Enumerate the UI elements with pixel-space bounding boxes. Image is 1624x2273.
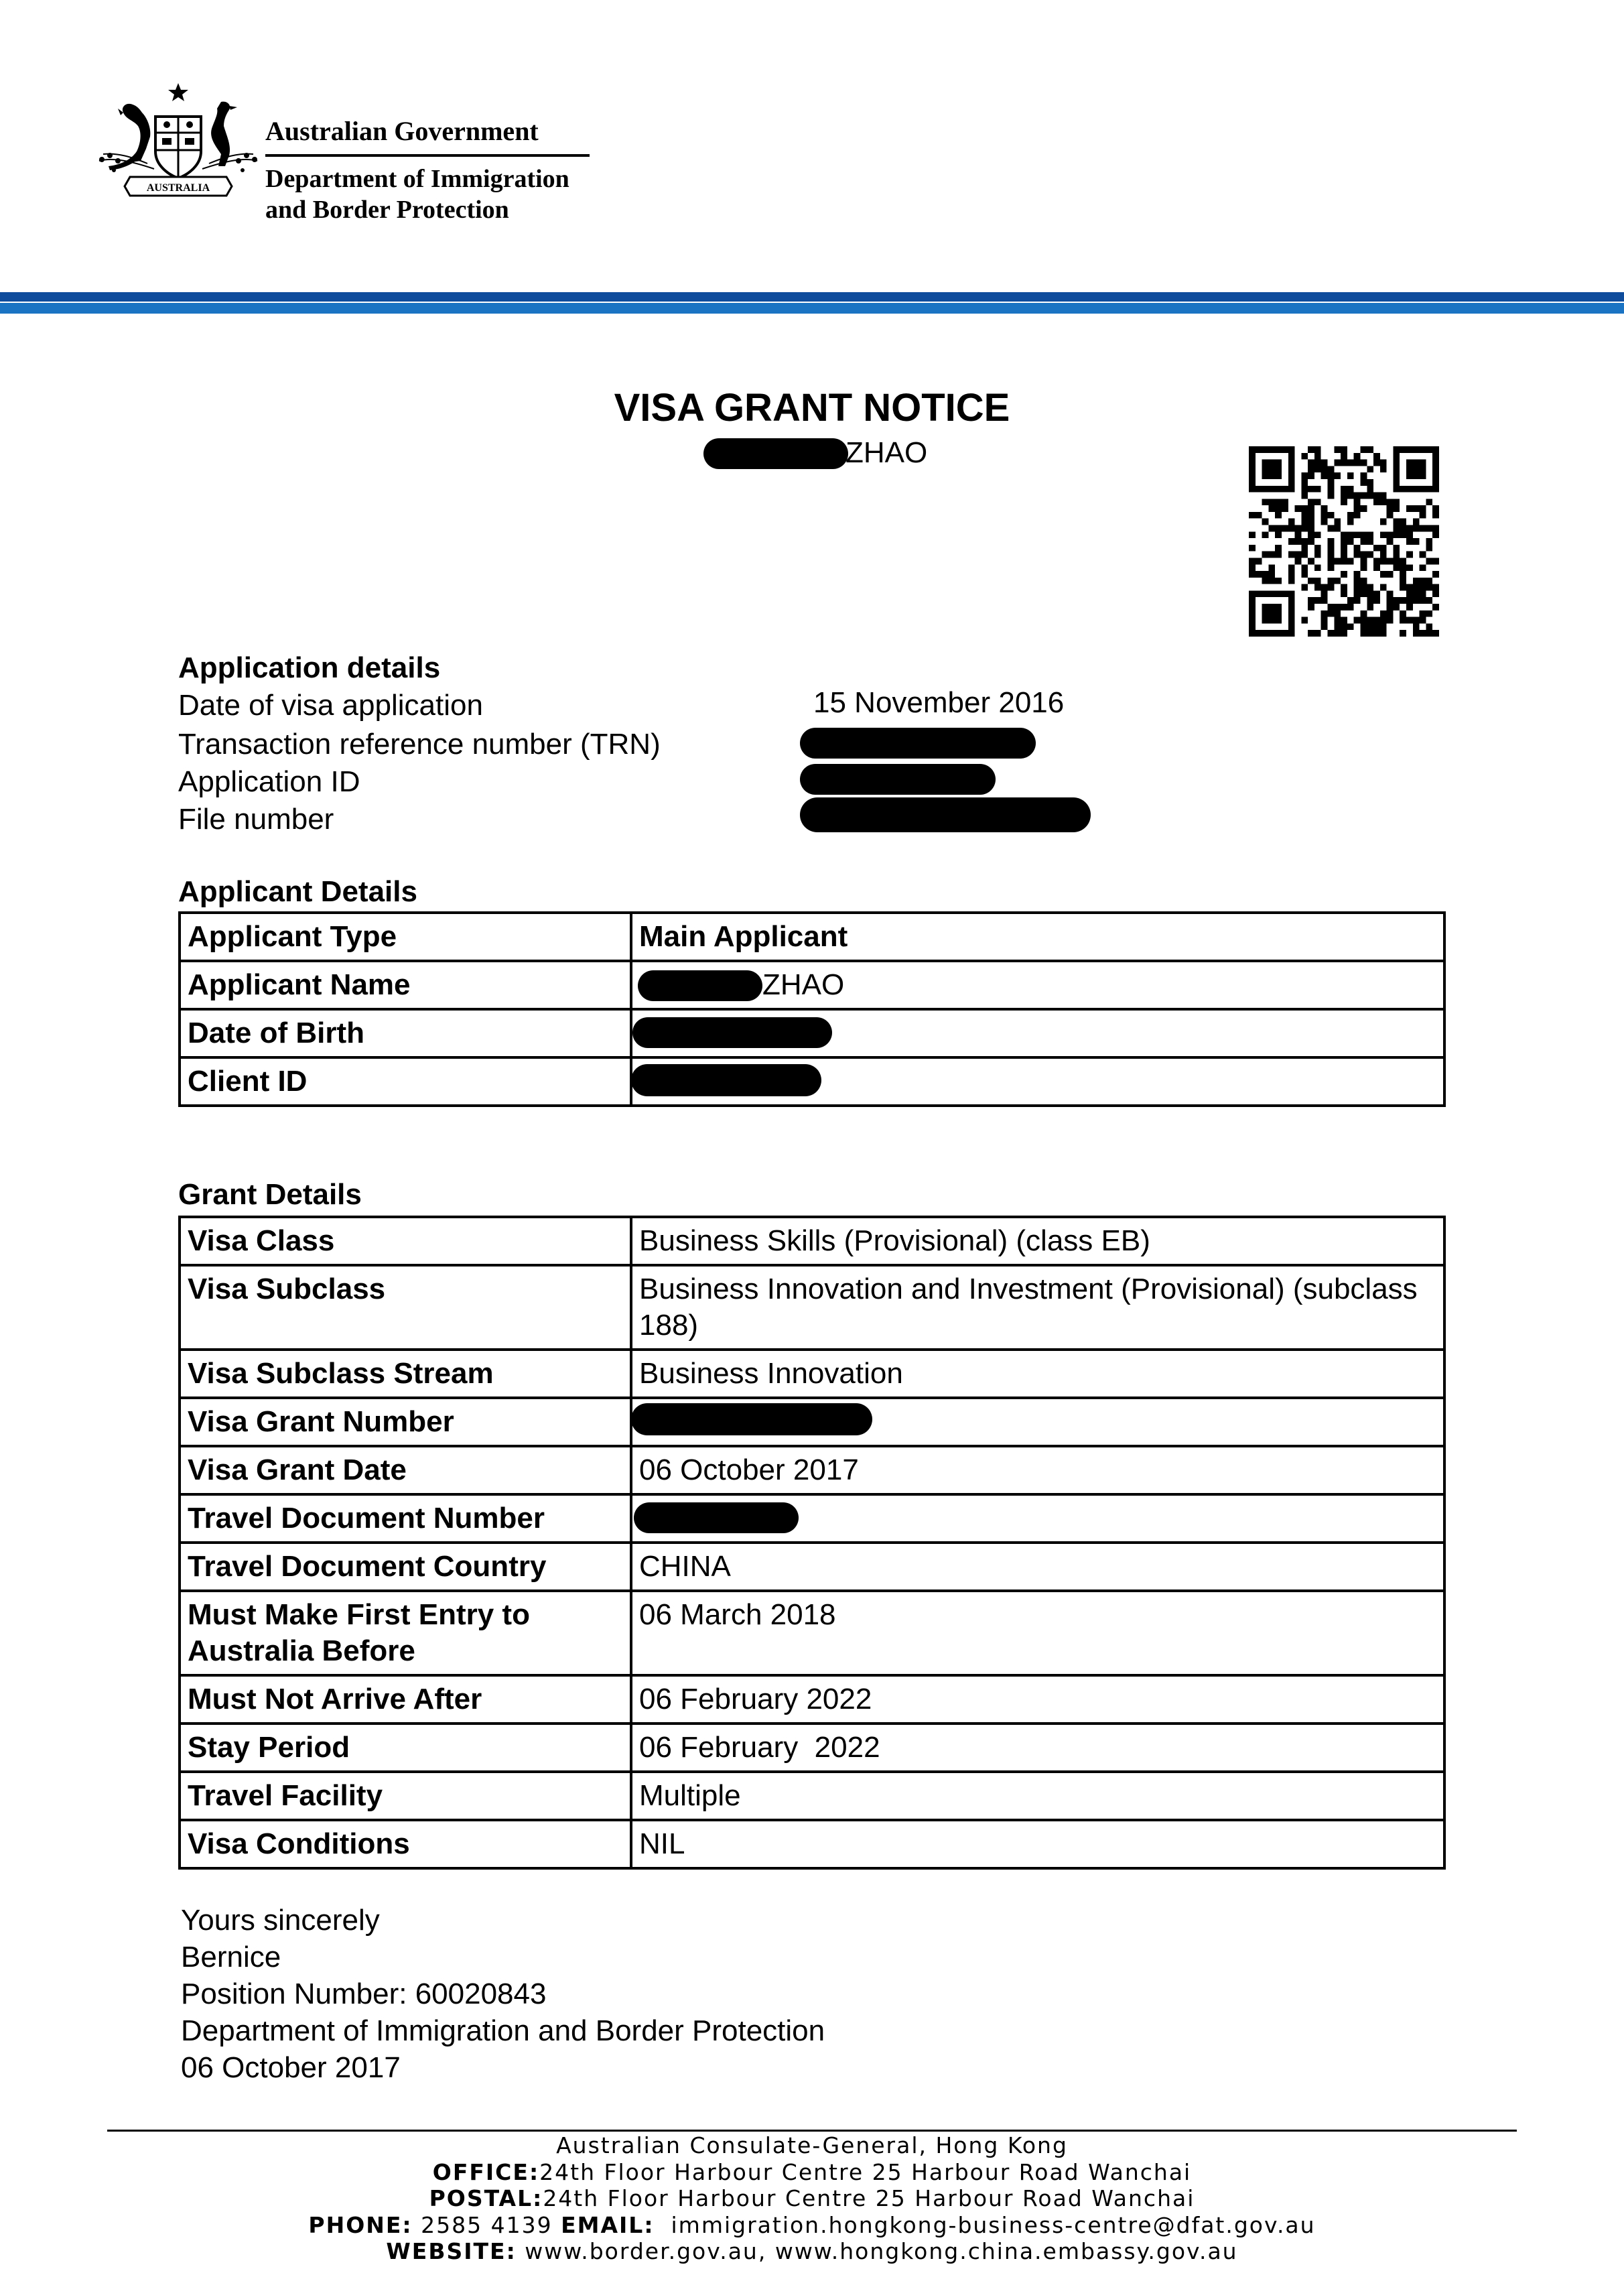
header-band-dark xyxy=(0,292,1624,302)
footer-office-value: 24th Floor Harbour Centre 25 Harbour Road Wanchai xyxy=(539,2158,1192,2185)
applicant-type-value: Main Applicant xyxy=(631,913,1444,961)
footer-office-line xyxy=(0,2159,1624,2186)
must-not-arrive-after-label: Must Not Arrive After xyxy=(180,1675,631,1724)
applicant-details-heading: Applicant Details xyxy=(178,875,417,908)
date-of-birth-cell xyxy=(631,1009,1444,1057)
redaction-mark xyxy=(634,1502,799,1533)
visa-conditions-label: Visa Conditions xyxy=(180,1820,631,1868)
salutation: Yours sincerely xyxy=(181,1904,380,1937)
client-id-cell xyxy=(631,1057,1444,1106)
footer-office-name: Australian Consulate-General, Hong Kong xyxy=(556,2132,1068,2158)
redaction-mark xyxy=(800,797,1091,832)
visa-class-label: Visa Class xyxy=(180,1217,631,1265)
redaction-mark xyxy=(703,438,848,469)
client-id-label: Client ID xyxy=(180,1057,631,1106)
table-row xyxy=(180,1675,1444,1724)
application-id-label: Application ID xyxy=(178,765,360,798)
table-row xyxy=(180,1820,1444,1868)
table-row xyxy=(180,1350,1444,1398)
must-not-arrive-after-value: 06 February 2022 xyxy=(631,1675,1444,1724)
visa-grant-number-cell xyxy=(631,1398,1444,1446)
stay-period-label: Stay Period xyxy=(180,1724,631,1772)
redaction-mark xyxy=(631,1403,872,1435)
grant-details-table xyxy=(178,1216,1446,1870)
signatory-name: Bernice xyxy=(181,1941,281,1973)
footer-postal-value: 24th Floor Harbour Centre 25 Harbour Road Wanchai xyxy=(543,2185,1195,2211)
visa-subclass-value: Business Innovation and Investment (Provisional) (subclass 188) xyxy=(631,1265,1444,1350)
redaction-mark xyxy=(632,1017,832,1048)
recipient-name: ZHAO xyxy=(845,436,928,469)
table-row xyxy=(180,1446,1444,1494)
visa-grant-date-label: Visa Grant Date xyxy=(180,1446,631,1494)
footer-phone-value: 2585 4139 xyxy=(421,2211,553,2238)
redaction-mark xyxy=(638,970,762,1001)
footer-website-label: WEBSITE: xyxy=(386,2238,517,2264)
redaction-mark xyxy=(631,1064,821,1096)
closing-date: 06 October 2017 xyxy=(181,2051,401,2084)
visa-grant-date-value: 06 October 2017 xyxy=(631,1446,1444,1494)
applicant-name-value: ZHAO xyxy=(762,968,845,1001)
date-of-application-label: Date of visa application xyxy=(178,689,483,722)
qr-code xyxy=(1249,446,1439,637)
travel-facility-value: Multiple xyxy=(631,1772,1444,1820)
table-row xyxy=(180,1265,1444,1350)
position-number: Position Number: 60020843 xyxy=(181,1977,547,2010)
visa-grant-number-label: Visa Grant Number xyxy=(180,1398,631,1446)
table-row xyxy=(180,913,1444,961)
travel-document-number-cell xyxy=(631,1494,1444,1543)
visa-subclass-stream-value: Business Innovation xyxy=(631,1350,1444,1398)
date-of-birth-label: Date of Birth xyxy=(180,1009,631,1057)
government-name: Australian Government xyxy=(265,116,539,146)
first-entry-before-value: 06 March 2018 xyxy=(631,1591,1444,1675)
application-details-heading: Application details xyxy=(178,651,441,684)
travel-document-country-value: CHINA xyxy=(631,1543,1444,1591)
footer xyxy=(0,2132,1624,2265)
footer-postal-label: POSTAL: xyxy=(429,2185,543,2211)
table-row xyxy=(180,1398,1444,1446)
header-rule xyxy=(265,154,590,157)
footer-office-label: OFFICE: xyxy=(432,2158,540,2185)
department-name-line-1: Department of Immigration xyxy=(265,165,569,193)
coat-of-arms-logo xyxy=(94,82,263,201)
footer-website-line xyxy=(0,2238,1624,2265)
footer-phone-label: PHONE: xyxy=(308,2211,413,2238)
header-band-light xyxy=(0,303,1624,314)
crest-motto: AUSTRALIA xyxy=(146,182,210,194)
date-of-application-value: 15 November 2016 xyxy=(813,686,1065,719)
travel-document-country-label: Travel Document Country xyxy=(180,1543,631,1591)
applicant-type-label: Applicant Type xyxy=(180,913,631,961)
table-row xyxy=(180,1591,1444,1675)
applicant-name-label: Applicant Name xyxy=(180,961,631,1009)
visa-subclass-stream-label: Visa Subclass Stream xyxy=(180,1350,631,1398)
signatory-department: Department of Immigration and Border Protection xyxy=(181,2014,825,2047)
table-row xyxy=(180,1009,1444,1057)
table-row xyxy=(180,1543,1444,1591)
applicant-details-table xyxy=(178,911,1446,1107)
visa-conditions-value: NIL xyxy=(631,1820,1444,1868)
table-row xyxy=(180,1724,1444,1772)
stay-period-value: 06 February 2022 xyxy=(631,1724,1444,1772)
footer-rule xyxy=(107,2130,1517,2132)
table-row xyxy=(180,1057,1444,1106)
document-title: VISA GRANT NOTICE xyxy=(614,386,1010,430)
travel-document-number-label: Travel Document Number xyxy=(180,1494,631,1543)
first-entry-before-label: Must Make First Entry to Australia Before xyxy=(180,1591,631,1675)
footer-website-link[interactable]: www.border.gov.au, www.hongkong.china.embassy.gov.au xyxy=(525,2238,1238,2264)
applicant-name-cell xyxy=(631,961,1444,1009)
redaction-mark xyxy=(800,728,1036,759)
redaction-mark xyxy=(800,764,996,795)
visa-subclass-label: Visa Subclass xyxy=(180,1265,631,1350)
footer-email-link[interactable]: immigration.hongkong-business-centre@dfat.gov.au xyxy=(671,2211,1316,2238)
visa-class-value: Business Skills (Provisional) (class EB) xyxy=(631,1217,1444,1265)
table-row xyxy=(180,1772,1444,1820)
table-row xyxy=(180,1217,1444,1265)
trn-label: Transaction reference number (TRN) xyxy=(178,728,661,761)
footer-contact-line xyxy=(0,2212,1624,2239)
table-row xyxy=(180,1494,1444,1543)
footer-email-label: EMAIL: xyxy=(561,2211,655,2238)
closing-block xyxy=(181,1902,825,2086)
file-number-label: File number xyxy=(178,803,334,836)
travel-facility-label: Travel Facility xyxy=(180,1772,631,1820)
department-name-line-2: and Border Protection xyxy=(265,196,509,224)
footer-postal-line xyxy=(0,2185,1624,2212)
table-row xyxy=(180,961,1444,1009)
grant-details-heading: Grant Details xyxy=(178,1178,362,1211)
